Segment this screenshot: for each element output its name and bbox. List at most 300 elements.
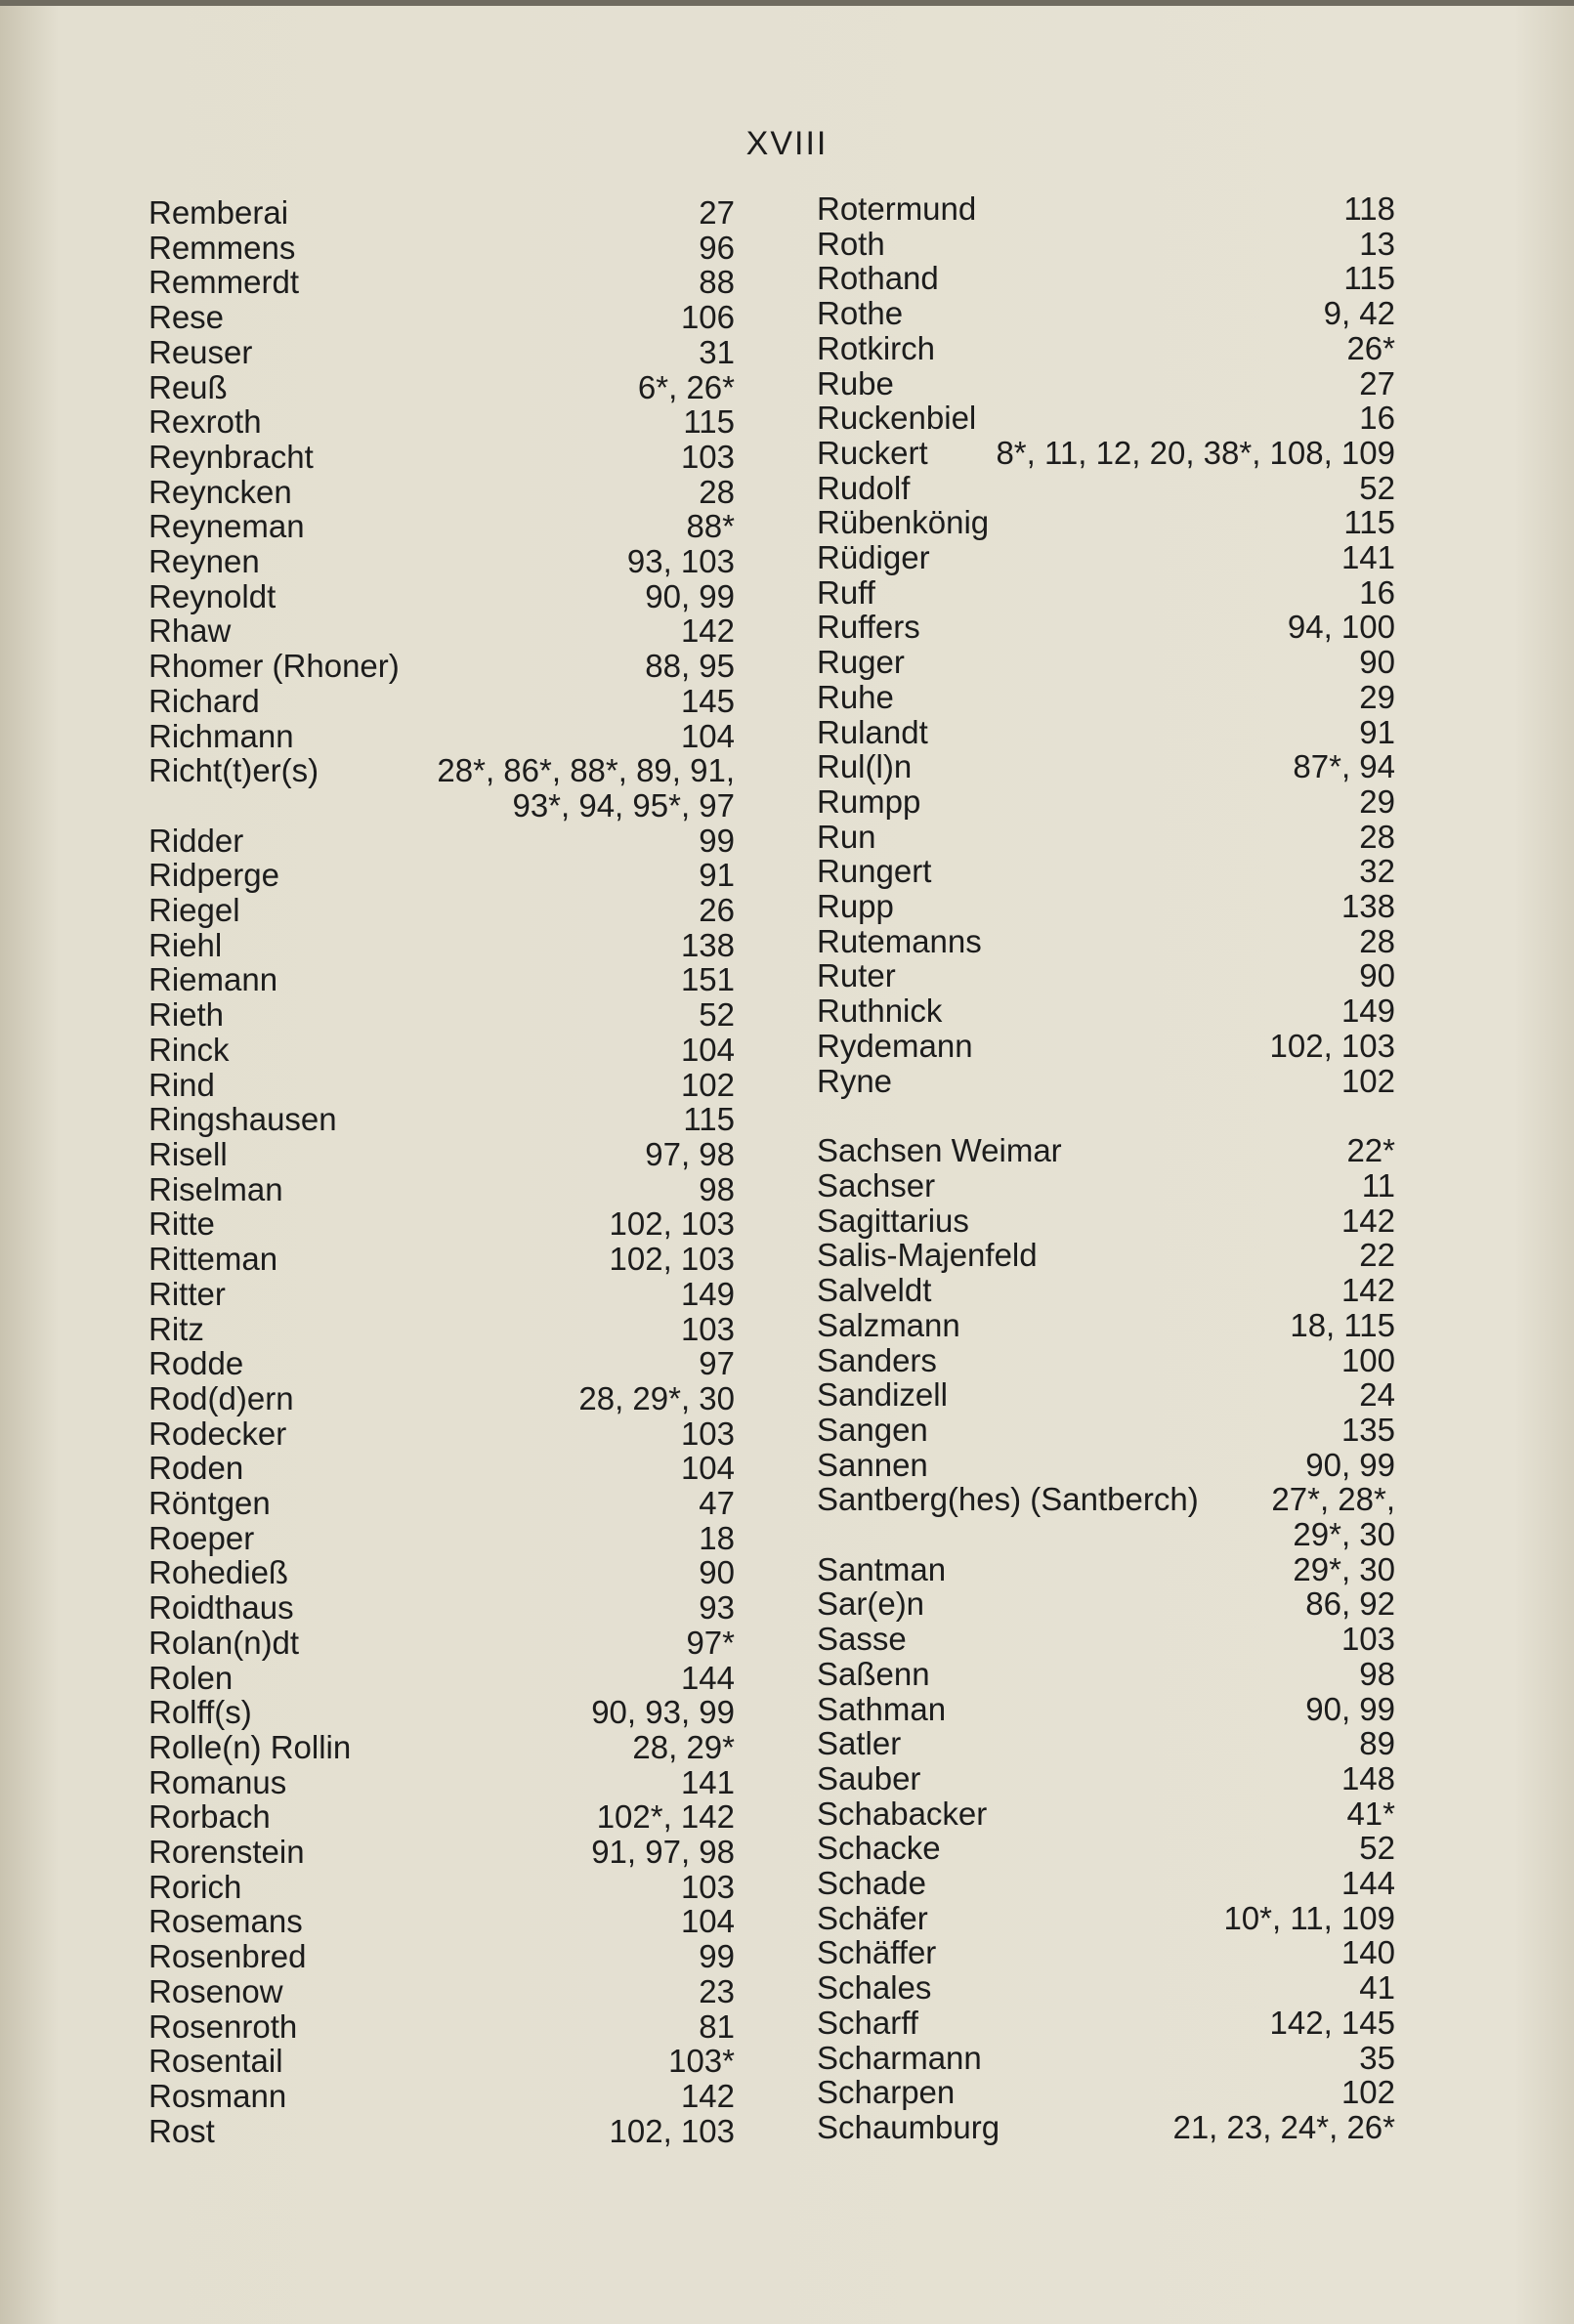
index-entry	[149, 1590, 735, 1626]
entry-page-line: 89	[1359, 1725, 1395, 1762]
entry-page-line: 29*, 30	[1293, 1550, 1395, 1587]
entry-name: Sandizell	[817, 1376, 948, 1414]
index-entry	[149, 1939, 735, 1974]
entry-name: Ruckert	[817, 434, 928, 471]
index-entry	[817, 610, 1395, 645]
entry-pages	[699, 1974, 735, 2009]
entry-page-line: 21, 23, 24*, 26*	[1172, 2108, 1395, 2145]
index-entry	[149, 997, 735, 1033]
index-entry	[149, 1312, 735, 1347]
entry-page-line: 29	[1359, 782, 1395, 820]
entry-name: Remberai	[149, 194, 289, 231]
entry-name: Rube	[817, 364, 894, 401]
entry-page-line: 23	[699, 1972, 735, 2009]
index-entry	[817, 680, 1395, 715]
entry-name: Run	[817, 818, 876, 855]
entry-name: Ruhe	[817, 678, 894, 715]
entry-page-line: 145	[680, 682, 735, 719]
entry-pages	[1346, 1133, 1395, 1168]
entry-name: Roth	[817, 225, 885, 262]
entry-page-line: 41*	[1346, 1795, 1395, 1832]
entry-page-line: 115	[683, 1101, 735, 1138]
entry-pages	[1359, 924, 1395, 959]
entry-name: Scharmann	[817, 2039, 982, 2076]
entry-pages	[1343, 261, 1395, 296]
index-entry	[817, 1308, 1395, 1343]
entry-page-line: 31	[699, 333, 735, 370]
entry-page-line: 102, 103	[1269, 1027, 1395, 1064]
entry-name: Sar(e)n	[817, 1585, 925, 1623]
index-entry	[149, 1242, 735, 1277]
index-entry	[149, 1695, 735, 1730]
entry-pages	[699, 1939, 735, 1974]
entry-name: Sannen	[817, 1446, 928, 1483]
entry-name: Rolle(n) Rollin	[149, 1728, 352, 1765]
index-entry	[817, 1657, 1395, 1692]
index-entry	[817, 1273, 1395, 1308]
index-entry	[149, 928, 735, 963]
entry-page-line: 102*, 142	[596, 1798, 735, 1836]
entry-name: Richmann	[149, 717, 294, 754]
page-top-edge	[0, 0, 1574, 6]
entry-pages	[681, 1277, 735, 1312]
entry-page-line: 97*	[686, 1624, 735, 1661]
entry-name: Ruter	[817, 957, 896, 994]
entry-page-line: 104	[680, 717, 735, 754]
entry-name: Rese	[149, 299, 225, 336]
index-entry	[817, 2075, 1395, 2110]
entry-pages	[699, 475, 735, 510]
entry-pages	[1359, 227, 1395, 262]
entry-name: Rolan(n)dt	[149, 1624, 300, 1661]
entry-page-line: 27	[1359, 364, 1395, 401]
index-entry	[149, 509, 735, 544]
entry-page-line: 10*, 11, 109	[1223, 1899, 1395, 1936]
entry-page-line: 102	[680, 1066, 735, 1103]
entry-page-line: 103	[680, 1868, 735, 1905]
entry-page-line: 91, 97, 98	[591, 1834, 735, 1871]
entry-pages	[699, 997, 735, 1033]
entry-pages	[1223, 1901, 1395, 1936]
index-entry	[149, 2079, 735, 2114]
entry-pages	[686, 509, 735, 544]
entry-pages	[699, 893, 735, 928]
index-entry	[149, 2009, 735, 2045]
index-entry	[817, 1552, 1395, 1587]
index-entry	[149, 1486, 735, 1521]
entry-page-line: 8*, 11, 12, 20, 38*, 108, 109	[996, 434, 1395, 471]
entry-page-line: 35	[1359, 2039, 1395, 2076]
entry-pages	[1305, 1692, 1395, 1727]
entry-pages	[1359, 680, 1395, 715]
entry-pages	[1288, 610, 1395, 645]
entry-page-line: 28, 29*, 30	[578, 1379, 735, 1416]
entry-page-line: 90	[1359, 957, 1395, 994]
index-entry	[817, 924, 1395, 959]
entry-pages	[645, 579, 735, 614]
index-entry	[817, 1238, 1395, 1273]
entry-pages	[681, 440, 735, 475]
entry-name: Sachsen Weimar	[817, 1132, 1062, 1169]
entry-page-line: 103*	[668, 2043, 735, 2080]
entry-name: Rorbach	[149, 1798, 271, 1836]
entry-pages	[1341, 1064, 1395, 1099]
entry-pages	[699, 1346, 735, 1381]
entry-name: Rulandt	[817, 713, 928, 750]
entry-name: Rosenow	[149, 1972, 283, 2009]
entry-name: Rodde	[149, 1345, 244, 1382]
entry-pages	[1359, 784, 1395, 820]
index-entry	[817, 1831, 1395, 1866]
entry-page-line: 106	[680, 299, 735, 336]
entry-page-line: 99	[699, 822, 735, 859]
index-entry	[149, 649, 735, 684]
entry-pages	[699, 824, 735, 859]
index-entry	[817, 715, 1395, 750]
entry-page-line: 47	[699, 1485, 735, 1522]
entry-pages	[1359, 1657, 1395, 1692]
entry-page-line: 115	[683, 403, 735, 441]
entry-page-line: 22*	[1346, 1132, 1395, 1169]
entry-pages	[699, 1521, 735, 1556]
index-entry	[817, 540, 1395, 575]
entry-page-line: 102, 103	[609, 1205, 735, 1243]
entry-page-line: 144	[680, 1659, 735, 1696]
entry-page-line: 102	[1340, 1062, 1395, 1099]
index-entry	[149, 1730, 735, 1765]
index-entry	[149, 1172, 735, 1207]
entry-pages	[1270, 1029, 1395, 1064]
entry-pages	[1293, 1552, 1395, 1587]
entry-pages	[1343, 191, 1395, 227]
entry-page-line: 13	[1359, 225, 1395, 262]
index-entry	[149, 1974, 735, 2009]
index-entry	[149, 475, 735, 510]
section-gap	[817, 1098, 1395, 1133]
entry-pages	[681, 1033, 735, 1068]
index-entry	[149, 1102, 735, 1137]
entry-name: Sanders	[817, 1341, 937, 1378]
index-entry	[817, 1970, 1395, 2006]
entry-page-line: 87*, 94	[1293, 748, 1395, 785]
entry-name: Rumpp	[817, 782, 921, 820]
page-number: XVIII	[745, 125, 829, 162]
entry-name: Santman	[817, 1550, 947, 1587]
entry-pages	[668, 2044, 735, 2079]
entry-page-line: 97, 98	[645, 1135, 735, 1172]
entry-page-line: 88, 95	[645, 648, 735, 685]
entry-name: Riselman	[149, 1170, 283, 1207]
entry-page-line: 6*, 26*	[637, 368, 735, 405]
entry-name: Schäffer	[817, 1934, 937, 1971]
entry-pages	[1270, 2006, 1395, 2041]
entry-name: Ryne	[817, 1062, 893, 1099]
entry-page-line: 115	[1343, 260, 1395, 297]
index-entry	[149, 195, 735, 231]
entry-pages	[1305, 1586, 1395, 1622]
index-entry	[149, 300, 735, 335]
index-entry	[817, 993, 1395, 1029]
entry-pages	[1341, 1204, 1395, 1239]
index-entry	[817, 331, 1395, 366]
entry-pages	[578, 1381, 735, 1416]
entry-name: Sangen	[817, 1411, 928, 1448]
entry-name: Rod(d)ern	[149, 1379, 294, 1416]
index-entry	[149, 2044, 735, 2079]
entry-name: Richard	[149, 682, 260, 719]
entry-page-line: 27	[699, 194, 735, 231]
entry-name: Rudolf	[817, 469, 911, 506]
entry-page-line: 26*	[1346, 329, 1395, 366]
index-entry	[149, 1033, 735, 1068]
entry-page-line: 142	[1340, 1202, 1395, 1239]
entry-pages	[681, 962, 735, 997]
index-entry	[817, 1204, 1395, 1239]
entry-pages	[681, 300, 735, 335]
entry-name: Reyneman	[149, 508, 305, 545]
entry-page-line: 29*, 30	[1293, 1516, 1395, 1553]
entry-pages	[627, 544, 735, 579]
entry-page-line: 18	[699, 1519, 735, 1556]
entry-pages	[681, 719, 735, 754]
index-entry	[817, 1901, 1395, 1936]
entry-name: Rodecker	[149, 1415, 287, 1452]
entry-name: Rieth	[149, 996, 225, 1034]
index-section-r	[817, 191, 1395, 1098]
index-entry	[149, 544, 735, 579]
index-entry	[817, 820, 1395, 855]
entry-name: Rüdiger	[817, 539, 930, 576]
entry-name: Rosenbred	[149, 1938, 307, 1975]
entry-pages	[1341, 1866, 1395, 1901]
entry-name: Romanus	[149, 1763, 287, 1800]
index-entry	[817, 401, 1395, 436]
index-entry	[149, 370, 735, 405]
index-entry	[817, 1377, 1395, 1413]
entry-page-line: 94, 100	[1287, 609, 1395, 646]
entry-page-line: 142	[1340, 1272, 1395, 1309]
entry-name: Rydemann	[817, 1027, 973, 1064]
entry-pages	[1359, 1238, 1395, 1273]
entry-name: Sathman	[817, 1690, 947, 1727]
entry-pages	[1359, 2041, 1395, 2076]
entry-page-line: 90	[1359, 644, 1395, 681]
entry-pages	[591, 1835, 735, 1870]
entry-name: Remmerdt	[149, 264, 300, 301]
entry-page-line: 93, 103	[626, 543, 735, 580]
entry-name: Rosentail	[149, 2043, 283, 2080]
entry-pages	[1359, 1377, 1395, 1413]
entry-name: Reynbracht	[149, 438, 314, 475]
entry-pages	[1359, 575, 1395, 611]
index-entry	[817, 1761, 1395, 1796]
index-entry	[817, 575, 1395, 611]
entry-name: Rinck	[149, 1031, 230, 1068]
index-entry	[817, 889, 1395, 924]
entry-name: Rind	[149, 1066, 215, 1103]
entry-name: Rohedieß	[149, 1554, 289, 1591]
index-entry	[817, 227, 1395, 262]
index-entry	[817, 645, 1395, 680]
entry-name: Rutemanns	[817, 922, 982, 959]
entry-page-line: 141	[680, 1763, 735, 1800]
entry-page-line: 144	[1340, 1865, 1395, 1902]
entry-pages	[699, 1172, 735, 1207]
entry-name: Schaumburg	[817, 2108, 1000, 2145]
entry-pages	[1271, 1482, 1395, 1551]
entry-name: Rosenroth	[149, 2007, 298, 2045]
entry-page-line: 52	[1359, 469, 1395, 506]
index-entry	[817, 1133, 1395, 1168]
entry-name: Scharpen	[817, 2074, 956, 2111]
entry-pages	[683, 404, 735, 440]
entry-pages	[699, 2009, 735, 2045]
entry-name: Ridder	[149, 822, 244, 859]
index-entry	[817, 436, 1395, 471]
index-entry	[149, 719, 735, 754]
entry-name: Ruger	[817, 644, 905, 681]
entry-page-line: 142	[680, 613, 735, 650]
entry-name: Rupp	[817, 888, 894, 925]
entry-name: Rungert	[817, 853, 932, 890]
entry-pages	[1341, 1413, 1395, 1448]
entry-name: Ritte	[149, 1205, 215, 1243]
entry-page-line: 81	[699, 2007, 735, 2045]
entry-page-line: 11	[1361, 1166, 1395, 1204]
entry-pages	[1359, 471, 1395, 506]
entry-name: Rexroth	[149, 403, 262, 441]
entry-pages	[1341, 1935, 1395, 1970]
entry-page-line: 91	[699, 857, 735, 894]
entry-pages	[610, 1206, 735, 1242]
index-entry	[149, 1381, 735, 1416]
entry-page-line: 102, 103	[609, 2112, 735, 2149]
entry-pages	[1341, 1761, 1395, 1796]
entry-pages	[699, 195, 735, 231]
entry-pages	[610, 2114, 735, 2149]
entry-page-line: 24	[1359, 1376, 1395, 1414]
entry-page-line: 138	[680, 926, 735, 963]
entry-pages	[645, 649, 735, 684]
entry-name: Rotkirch	[817, 329, 936, 366]
entry-pages	[681, 1904, 735, 1939]
entry-pages	[681, 613, 735, 649]
entry-page-line: 16	[1359, 400, 1395, 437]
entry-pages	[1290, 1308, 1395, 1343]
entry-name: Roidthaus	[149, 1589, 294, 1627]
entry-page-line: 149	[1340, 993, 1395, 1030]
entry-pages	[1359, 1970, 1395, 2006]
entry-name: Schäfer	[817, 1899, 928, 1936]
index-entry	[817, 1029, 1395, 1064]
entry-name: Salveldt	[817, 1272, 932, 1309]
entry-name: Riegel	[149, 892, 240, 929]
index-entry	[149, 1416, 735, 1452]
entry-page-line: 138	[1340, 888, 1395, 925]
entry-name: Rost	[149, 2112, 215, 2149]
entry-page-line: 91	[1359, 713, 1395, 750]
entry-pages	[681, 684, 735, 719]
entry-pages	[683, 1102, 735, 1137]
entry-name: Sauber	[817, 1759, 921, 1796]
index-entry	[817, 1622, 1395, 1657]
entry-name: Riehl	[149, 926, 223, 963]
entry-pages	[681, 1312, 735, 1347]
entry-pages	[1341, 540, 1395, 575]
entry-name: Remmens	[149, 229, 296, 266]
entry-page-line: 88	[699, 264, 735, 301]
entry-pages	[610, 1242, 735, 1277]
entry-name: Reynoldt	[149, 577, 277, 614]
index-entry	[149, 1068, 735, 1103]
entry-name: Ruckenbiel	[817, 400, 977, 437]
entry-page-line: 9, 42	[1323, 295, 1395, 332]
index-entry	[149, 1626, 735, 1661]
entry-pages	[1359, 645, 1395, 680]
entry-page-line: 96	[699, 229, 735, 266]
entry-pages	[597, 1799, 735, 1835]
index-entry	[817, 1482, 1395, 1551]
entry-page-line: 102, 103	[609, 1241, 735, 1278]
entry-name: Reuser	[149, 333, 253, 370]
index-section-s	[817, 1133, 1395, 2144]
entry-pages	[699, 1590, 735, 1626]
entry-name: Risell	[149, 1135, 228, 1172]
index-entry	[149, 440, 735, 475]
entry-page-line: 86, 92	[1305, 1585, 1395, 1623]
index-entry	[149, 613, 735, 649]
entry-name: Richt(t)er(s)	[149, 752, 319, 789]
entry-name: Rübenkönig	[817, 504, 990, 541]
index-entry	[149, 579, 735, 614]
entry-page-line: 93	[699, 1589, 735, 1627]
index-entry	[149, 335, 735, 370]
entry-page-line: 32	[1359, 853, 1395, 890]
entry-pages	[1359, 715, 1395, 750]
entry-name: Ringshausen	[149, 1101, 337, 1138]
index-entry	[817, 296, 1395, 331]
entry-pages	[1293, 749, 1395, 784]
entry-page-line: 90, 99	[645, 577, 735, 614]
entry-pages	[699, 1555, 735, 1590]
entry-name: Rothe	[817, 295, 904, 332]
entry-pages	[681, 1765, 735, 1800]
index-entry	[817, 471, 1395, 506]
entry-name: Rhomer (Rhoner)	[149, 648, 400, 685]
entry-name: Reuß	[149, 368, 228, 405]
entry-pages	[1359, 1726, 1395, 1761]
entry-page-line: 148	[1340, 1759, 1395, 1796]
entry-name: Saßenn	[817, 1655, 930, 1692]
entry-page-line: 88*	[686, 508, 735, 545]
index-entry	[149, 231, 735, 266]
index-entry	[149, 962, 735, 997]
entry-page-line: 98	[1359, 1655, 1395, 1692]
entry-pages	[437, 753, 735, 823]
entry-pages	[699, 858, 735, 893]
index-entry	[149, 1870, 735, 1905]
index-entry	[817, 2006, 1395, 2041]
entry-name: Ritter	[149, 1275, 226, 1312]
entry-name: Rul(l)n	[817, 748, 913, 785]
index-entry	[817, 1935, 1395, 1970]
entry-pages	[699, 265, 735, 300]
index-column-right	[817, 191, 1395, 2145]
index-entry	[817, 1586, 1395, 1622]
entry-page-line: 104	[680, 1903, 735, 1940]
entry-page-line: 103	[680, 438, 735, 475]
entry-page-line: 29	[1359, 678, 1395, 715]
